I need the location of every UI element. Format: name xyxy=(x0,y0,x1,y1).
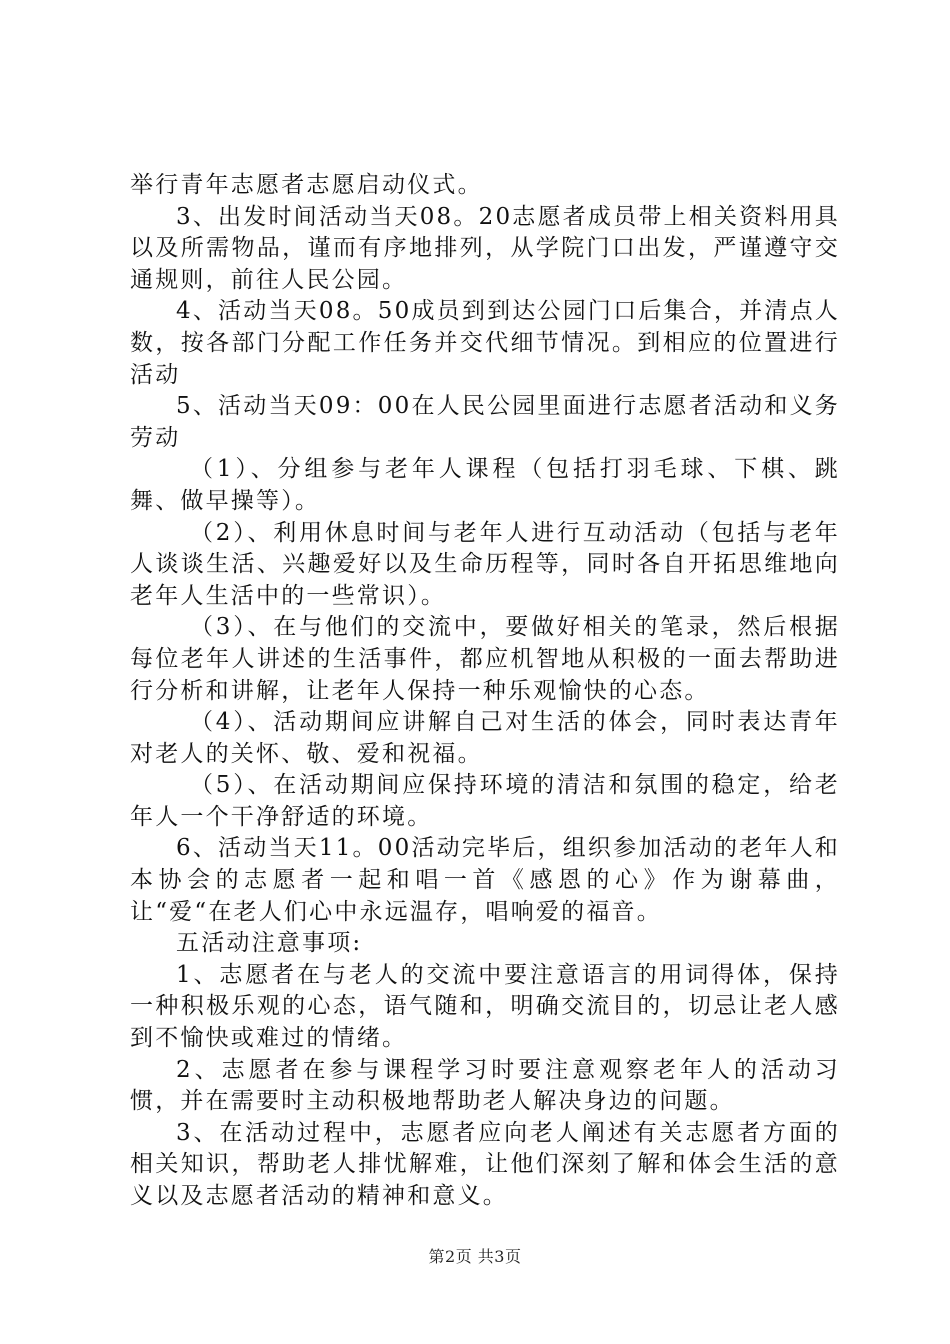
paragraph-1: 举行青年志愿者志愿启动仪式。 xyxy=(130,172,483,198)
document-body xyxy=(130,170,840,1213)
paragraph-12: 1、志愿者在与老人的交流中要注意语言的用词得体，保持一种积极乐观的心态，语气随和，明确交流目的，切忌让老人感到不愉快或难过的情绪。 xyxy=(130,961,840,1052)
paragraph-9: （5）、在活动期间应保持环境的清洁和氛围的稳定，给老年人一个干净舒适的环境。 xyxy=(130,772,840,830)
paragraph-4: 5、活动当天09：00在人民公园里面进行志愿者活动和义务劳动 xyxy=(130,393,840,451)
section-heading-precautions: 五活动注意事项: xyxy=(176,930,363,957)
paragraph-5: （1）、分组参与老年人课程（包括打羽毛球、下棋、跳舞、做早操等）。 xyxy=(130,456,840,514)
page-footer: 第2页 共3页 xyxy=(428,1247,522,1266)
paragraph-3: 4、活动当天08。50成员到到达公园门口后集合，并清点人数，按各部门分配工作任务并交代细节情况。到相应的位置进行活动 xyxy=(130,298,840,388)
paragraph-10: 6、活动当天11。00活动完毕后，组织参加活动的老年人和本协会的志愿者一起和唱一首《感恩的心》作为谢幕曲，让“爱“在老人们心中永远温存，唱响爱的福音。 xyxy=(130,835,840,925)
paragraph-13: 2、志愿者在参与课程学习时要注意观察老年人的活动习惯，并在需要时主动积极地帮助老人解决身边的问题。 xyxy=(130,1056,840,1115)
paragraph-6: （2）、利用休息时间与老年人进行互动活动（包括与老年人谈谈生活、兴趣爱好以及生命历程等，同时各自开拓思维地向老年人生活中的一些常识）。 xyxy=(130,519,840,609)
paragraph-2: 3、出发时间活动当天08。20志愿者成员带上相关资料用具以及所需物品，谨而有序地排列，从学院门口出发，严谨遵守交通规则，前往人民公园。 xyxy=(130,203,840,293)
paragraph-14: 3、在活动过程中，志愿者应向老人阐述有关志愿者方面的相关知识，帮助老人排忧解难，让他们深刻了解和体会生活的意义以及志愿者活动的精神和意义。 xyxy=(130,1119,840,1209)
paragraph-8: （4）、活动期间应讲解自己对生活的体会，同时表达青年对老人的关怀、敬、爱和祝福。 xyxy=(130,709,840,767)
paragraph-7: （3）、在与他们的交流中，要做好相关的笔录，然后根据每位老年人讲述的生活事件，都应机智地从积极的一面去帮助进行分析和讲解，让老年人保持一种乐观愉快的心态。 xyxy=(130,614,840,704)
